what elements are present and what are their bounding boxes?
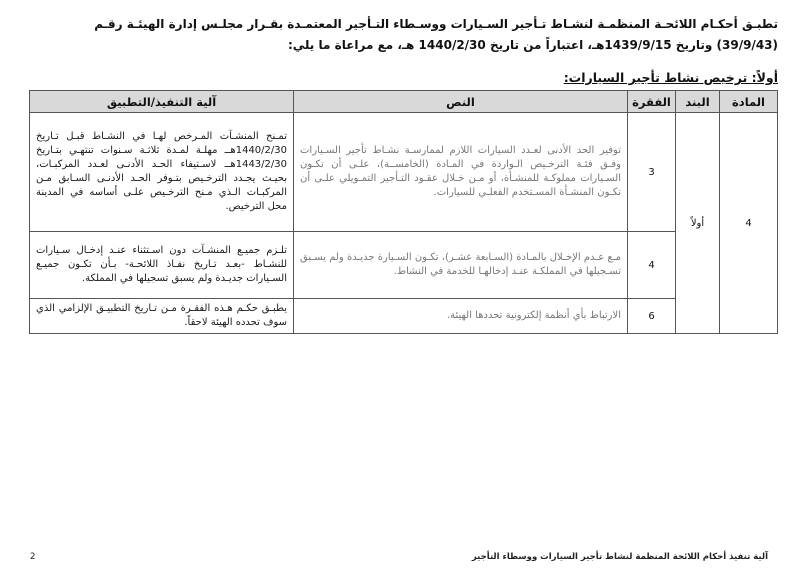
paragraph-cell: 6 [628,299,676,334]
intro-line-1: تطبـق أحكـام اللائحـة المنظمـة لنشـاط تـأجير السـيارات ووسـطاء التـأجير المعتمـدة بقـرار مجلـس إدارة الهيئـة رقـم [94,17,778,31]
article-cell: 4 [720,113,778,334]
footer-document-title: آلية تنفيذ أحكام اللائحة المنظمة لنشاط تأجير السيارات ووسطاء التأجير [471,552,768,562]
intro-line-2: (39/9/43) وتاريخ 1439/9/15هـ، اعتباراً من تاريخ 1440/2/30 هـ، مع مراعاة ما يلي: [287,38,778,52]
page-number: 2 [30,552,36,562]
header-clause: البند [676,91,720,113]
text-cell: الارتباط بأي أنظمة إلكترونية تحددها الهيئة. [294,299,628,334]
mechanism-cell: تلـزم جميـع المنشـآت دون اسـتثناء عنـد إدخـال سـيارات للنشـاط -بعـد تـاريخ نفـاذ اللائحـة- بـأن تكـون جميـع السـيارات جديـدة ولم يسبق تسجيلها في المملكة. [30,232,294,299]
table-header-row [30,91,778,113]
header-article: المادة [720,91,778,113]
mechanism-cell: يطبـق حكـم هـذه الفقـرة مـن تـاريخ التطبيـق الإلزامي الذي سوف تحدده الهيئة لاحقاً. [30,299,294,334]
header-text: النص [294,91,628,113]
intro-paragraph [22,14,778,56]
paragraph-cell: 4 [628,232,676,299]
header-mechanism: آلية التنفيذ/التطبيق [30,91,294,113]
rules-table [29,90,778,334]
table-row [30,232,778,299]
table-row [30,113,778,232]
text-cell: توفير الحد الأدنى لعـدد السيارات اللازم لممارسـة نشـاط تأجير السـيارات وفـق فئـة الترخـيص الـواردة في المـادة (الخامســة)، علـى أن تكـون السـيارات مملوكـة للمنشـأة، أو مـن خـلال عقـود التـأجير التمـويلي علـى أن تكـون المنشـأة المسـتخدم الفعلـي للسيارات. [294,113,628,232]
text-cell: مـع عـدم الإخـلال بالمـادة (السـابعة عشـر)، تكـون السـيارة جديـدة ولم يسـبق تسـجيلها في المملكـة عنـد إدخالهـا للخدمة في النشاط. [294,232,628,299]
clause-cell: أولاً [676,113,720,334]
page-footer [0,552,800,568]
mechanism-cell: تمـنح المنشـآت المـرخص لهـا في النشـاط قبـل تـاريخ 1440/2/30هــ مهلـة لمـدة ثلاثـة سـنوات تنتهـي بتـاريخ 1443/2/30هــ لاسـتيفاء الحـد الأدنـى لعـدد المركبـات، بحيـث يجـدد الترخـيص بتـوفر الحـد الأدنـى السـابق مـن المركبـات الـذي مـنح الترخـيص علـى أساسه في المدينة محل الترخيص. [30,113,294,232]
paragraph-cell: 3 [628,113,676,232]
section-title: أولاً: ترخيص نشاط تأجير السيارات: [563,70,778,85]
header-paragraph: الفقرة [628,91,676,113]
table-row [30,299,778,334]
